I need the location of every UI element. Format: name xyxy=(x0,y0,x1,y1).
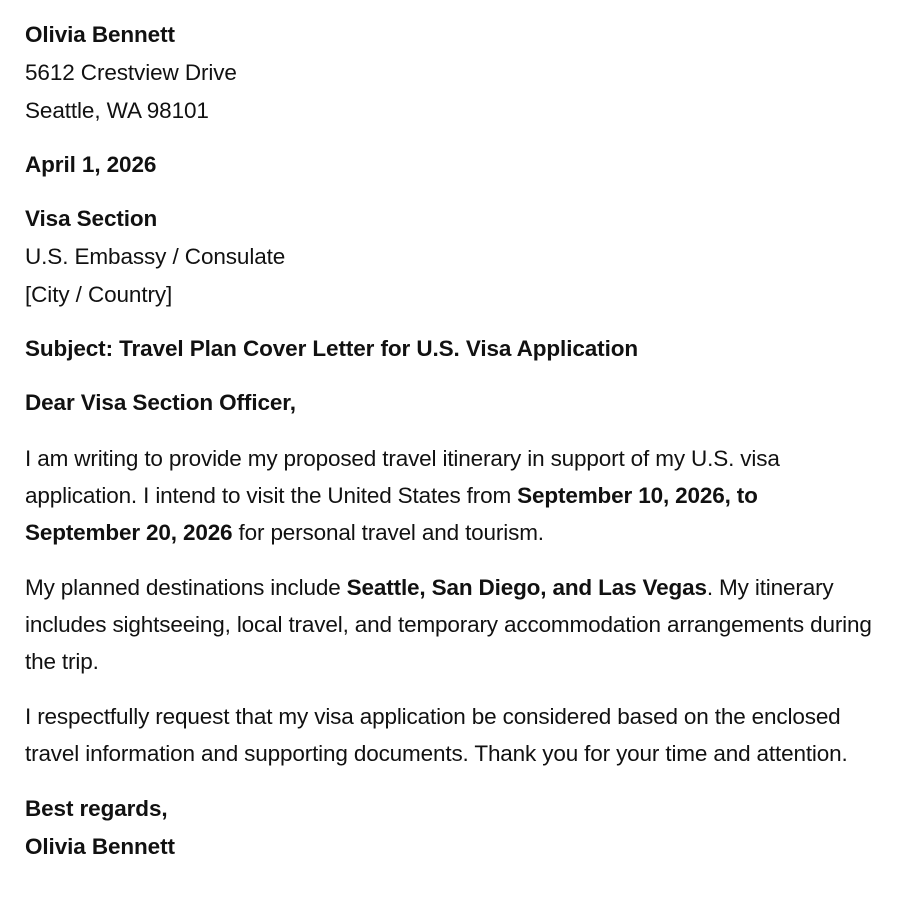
recipient-department: Visa Section xyxy=(25,206,158,231)
letter-body-paragraphs xyxy=(25,440,875,772)
sender-street: 5612 Crestview Drive xyxy=(25,60,237,85)
closing-block xyxy=(25,790,875,866)
body-paragraph-2 xyxy=(25,569,875,680)
paragraph-1-text-part-2: for personal travel and tourism. xyxy=(232,520,544,545)
sender-city-state-zip: Seattle, WA 98101 xyxy=(25,98,209,123)
subject-block xyxy=(25,330,875,368)
salutation-block xyxy=(25,384,875,422)
letter-body xyxy=(25,16,875,866)
paragraph-2-text-part-2: . My itinerary includes sightseeing, local travel, and temporary accommodation arrangements during the trip. xyxy=(25,575,872,674)
salutation: Dear Visa Section Officer, xyxy=(25,390,296,415)
sender-address-block xyxy=(25,16,875,130)
recipient-location: [City / Country] xyxy=(25,282,173,307)
body-paragraph-1 xyxy=(25,440,875,551)
paragraph-3-text: I respectfully request that my visa application be considered based on the enclosed travel information and supporting documents. Thank you for your time and attention. xyxy=(25,704,848,766)
date-block xyxy=(25,146,875,184)
recipient-organization: U.S. Embassy / Consulate xyxy=(25,244,286,269)
signature-name: Olivia Bennett xyxy=(25,834,175,859)
recipient-address-block xyxy=(25,200,875,314)
letter-date: April 1, 2026 xyxy=(25,152,157,177)
paragraph-2-text-part-1: My planned destinations include xyxy=(25,575,347,600)
paragraph-2-emphasis-destinations: Seattle, San Diego, and Las Vegas xyxy=(346,575,707,600)
sender-name: Olivia Bennett xyxy=(25,22,175,47)
body-paragraph-3 xyxy=(25,698,875,772)
subject-line: Subject: Travel Plan Cover Letter for U.S. Visa Application xyxy=(25,336,639,361)
valediction: Best regards, xyxy=(25,796,168,821)
paragraph-1-emphasis-dates: September 10, 2026, to September 20, 2026 xyxy=(25,483,758,545)
paragraph-1-text-part-1: I am writing to provide my proposed travel itinerary in support of my U.S. visa application. I intend to visit the United States from xyxy=(25,446,780,508)
